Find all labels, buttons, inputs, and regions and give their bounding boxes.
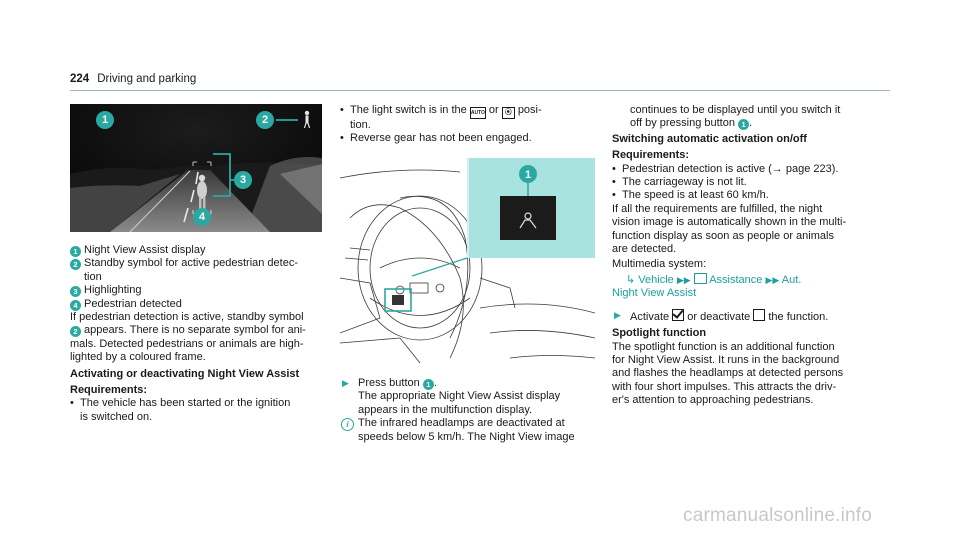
legend-item: 1 Night View Assist display (70, 244, 322, 257)
note-cont: continues to be displayed until you switch it (630, 104, 841, 116)
callout-4: 4 (193, 208, 211, 226)
path-assistance: Assistance (709, 273, 763, 286)
para-line: and flashes the headlamps at detected persons (612, 367, 844, 380)
para-line: mals. Detected pedestrians or animals are high- (70, 337, 304, 350)
column-2-top (340, 104, 595, 146)
menu-path-arrow-icon: ↳ (626, 273, 636, 286)
legend-list (70, 244, 322, 424)
para-line: vision image is automatically shown in the multi- (612, 216, 847, 229)
para-line: function display as soon as people or animals (612, 229, 834, 242)
cockpit-illustration (340, 158, 595, 363)
multimedia-label: Multimedia system: (612, 258, 707, 271)
path-separator-icon: ▶▶ (765, 274, 780, 285)
bullet-item: • The light switch is in the AUTO or ⦿ posi- (340, 104, 595, 119)
bullet-item: • The speed is at least 60 km/h. (612, 189, 769, 202)
requirements-label: Requirements: (612, 149, 690, 162)
path-aut: Aut. (781, 273, 802, 286)
path-separator-icon: ▶▶ (676, 274, 691, 285)
note-cont: off by pressing button 1 . (630, 117, 753, 130)
legend-item: 3 Highlighting (70, 284, 322, 297)
checked-box-icon (672, 309, 684, 321)
unchecked-box-icon (753, 309, 765, 321)
auto-light-icon: AUTO (470, 107, 486, 119)
para-line: for Night View Assist. It runs in the background (612, 353, 840, 366)
para-line: er's attention to approaching pedestrians. (612, 394, 814, 407)
path-vehicle: Vehicle (638, 273, 674, 286)
assistance-car-icon (694, 273, 707, 284)
para-line: with four short impulses. This attracts the driv- (612, 380, 837, 393)
note-cont: speeds below 5 km/h. The Night View image (358, 430, 575, 443)
step-cont: The appropriate Night View Assist display (358, 390, 561, 403)
page-number: 224 (70, 73, 90, 85)
para-line: are detected. (612, 243, 677, 256)
para-line: The spotlight function is an additional function (612, 340, 835, 353)
step-item: ▶ Activate or deactivate the function. (614, 309, 829, 323)
section-heading: Switching automatic activation on/off (612, 132, 807, 145)
legend-item: 2 Standby symbol for active pedestrian detec- (70, 257, 322, 270)
low-beam-icon: ⦿ (502, 107, 515, 119)
page-header (70, 73, 196, 86)
callout-3: 3 (234, 171, 252, 189)
step-item: ▶ Press button 1 . (342, 377, 437, 389)
night-view-image (70, 104, 322, 232)
bullet-cont: is switched on. (80, 410, 153, 423)
cockpit-drawing (340, 158, 595, 363)
legend-item-cont: tion (84, 270, 102, 283)
path-night-view-assist: Night View Assist (612, 287, 697, 300)
column-3 (612, 104, 892, 408)
callout-1: 1 (96, 111, 114, 129)
step-cont: appears in the multifunction display. (358, 403, 533, 416)
para-line: If all the requirements are fulfilled, the night (612, 202, 823, 215)
menu-path (612, 273, 892, 287)
step-arrow-icon: ▶ (614, 309, 621, 320)
para-line: 2 appears. There is no separate symbol for ani- (70, 324, 322, 337)
watermark: carmanualsonline.info (683, 505, 873, 526)
bullet-cont: tion. (350, 119, 371, 131)
section-title: Driving and parking (97, 73, 197, 85)
legend-item: 4 Pedestrian detected (70, 298, 322, 311)
step-arrow-icon: ▶ (342, 378, 349, 388)
bullet-item: • Reverse gear has not been engaged. (340, 132, 532, 145)
para-line: lighted by a coloured frame. (70, 351, 206, 364)
bullet-item: • The carriageway is not lit. (612, 176, 747, 189)
note-item: i The infrared headlamps are deactivated at (340, 417, 595, 430)
requirements-label: Requirements: (70, 384, 148, 397)
section-heading: Spotlight function (612, 327, 707, 340)
callout-2: 2 (256, 111, 274, 129)
info-icon: i (341, 418, 354, 431)
bullet-item: • Pedestrian detection is active (→ page 223). (612, 162, 839, 175)
header-divider (70, 90, 890, 91)
para-line: If pedestrian detection is active, standby symbol (70, 311, 304, 324)
fig2-callout-1: 1 (524, 169, 532, 181)
bullet-item: • The vehicle has been started or the ignition (70, 397, 291, 410)
section-heading: Activating or deactivating Night View Assist (70, 367, 300, 380)
column-2-bottom (340, 377, 595, 444)
